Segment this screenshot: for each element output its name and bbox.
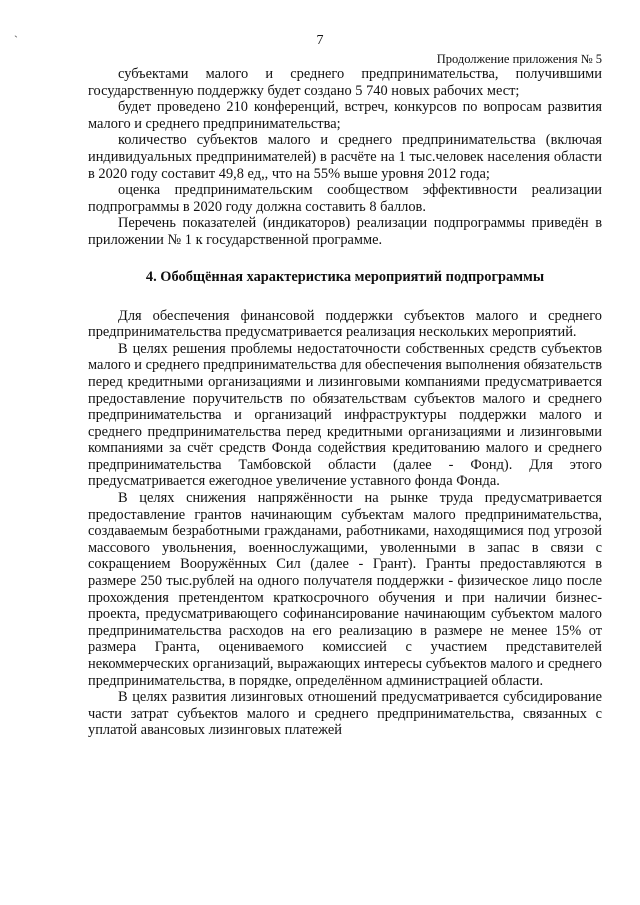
paragraph-indicators: Перечень показателей (индикаторов) реализации подпрограммы приведён в приложении № 1 к государственной программе. [88,215,602,248]
running-header: Продолжение приложения № 5 [436,52,602,66]
paragraph-jobs: субъектами малого и среднего предпринимательства, получившими государственную поддержку будет создано 5 740 новых рабочих мест; [88,66,602,99]
scan-mark: ` [14,33,18,47]
body-text [88,66,602,739]
paragraph-financial-support: Для обеспечения финансовой поддержки субъектов малого и среднего предпринимательства предусматривается реализация нескольких мероприятий. [88,307,602,341]
paragraph-leasing: В целях развития лизинговых отношений предусматривается субсидирование части затрат субъектов малого и среднего предпринимательства, связанных с уплатой авансовых лизинговых платежей [88,689,602,739]
section-heading: 4. Обобщённая характеристика мероприятий подпрограммы [145,268,545,285]
paragraph-assessment: оценка предпринимательским сообществом эффективности реализации подпрограммы в 2020 году должна составить 8 баллов. [88,182,602,215]
paragraph-guarantees: В целях решения проблемы недостаточности собственных средств субъектов малого и среднего предпринимательства для обеспечения выполнения обязательств перед кредитными организациями и лизинговыми компаниями предусматривается предоставление поручительств по обязательствам субъектов малого и среднего предпринимательства и организаций инфраструктуры поддержки малого и среднего предпринимательства перед кредитными организациями и лизинговыми компаниями за счёт средств Фонда содействия кредитованию малого и среднего предпринимательства Тамбовской области (далее - Фонд). Для этого предусматривается ежегодное увеличение уставного фонда Фонда. [88,340,602,490]
page-number: 7 [316,33,324,48]
paragraph-enterprise-count: количество субъектов малого и среднего предпринимательства (включая индивидуальных предпринимателей) в расчёте на 1 тыс.человек населения области в 2020 году составит 49,8 ед,, что на 55% выше уровня 2012 года; [88,132,602,182]
paragraph-grants: В целях снижения напряжённости на рынке труда предусматривается предоставление грантов начинающим субъектам малого предпринимательства, создаваемым безработными гражданами, работниками, находящимися под угрозой массового увольнения, военнослужащими, уволенными в запас в связи с сокращением Вооружённых Сил (далее - Грант). Гранты предоставляются в размере 250 тыс.рублей на одного получателя поддержки - физическое лицо после прохождения претендентом краткосрочного обучения и при наличии бизнес-проекта, предусматривающего софинансирование начинающим субъектом малого предпринимательства расходов на его реализацию в размере не менее 15% от размера Гранта, оцениваемого комиссией с участием представителей некоммерческих организаций, выражающих интересы субъектов малого и среднего предпринимательства, в порядке, определённом администрацией области. [88,490,602,689]
paragraph-conferences: будет проведено 210 конференций, встреч, конкурсов по вопросам развития малого и среднего предпринимательства; [88,99,602,132]
